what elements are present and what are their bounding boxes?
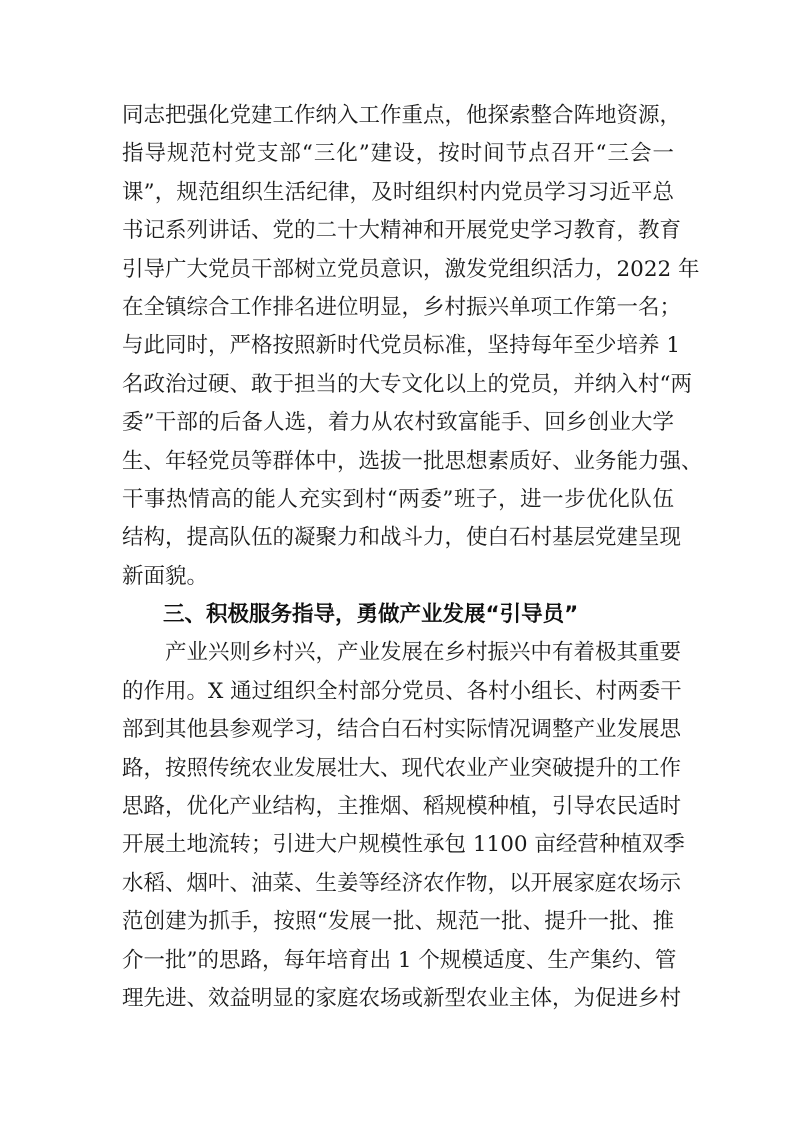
- paragraph-line: 与此同时，严格按照新时代党员标准，坚持每年至少培养 1: [122, 333, 681, 359]
- paragraph-line: 新面貌。: [122, 563, 209, 589]
- paragraph-line: 干事热情高的能人充实到村“两委”班子，进一步优化队伍: [122, 486, 674, 512]
- paragraph-line: 范创建为抓手，按照“发展一批、规范一批、提升一批、推: [122, 909, 674, 935]
- paragraph-line: 名政治过硬、敢于担当的大专文化以上的党员，并纳入村“两: [122, 371, 692, 397]
- paragraph-line: 在全镇综合工作排名进位明显，乡村振兴单项工作第一名；: [122, 294, 682, 320]
- paragraph-line: 水稻、烟叶、油菜、生姜等经济农作物，以开展家庭农场示: [122, 870, 682, 896]
- paragraph-line: 委”干部的后备人选，着力从农村致富能手、回乡创业大学: [122, 410, 674, 436]
- paragraph-line: 同志把强化党建工作纳入工作重点，他探索整合阵地资源，: [122, 103, 682, 128]
- paragraph-line: 生、年轻党员等群体中，选拔一批思想素质好、业务能力强、: [122, 448, 703, 474]
- paragraph-line: 课”，规范组织生活纪律，及时组织村内党员学习习近平总: [122, 179, 674, 205]
- paragraph-line: 路，按照传统农业发展壮大、现代农业产业突破提升的工作: [122, 755, 682, 781]
- paragraph-line: 思路，优化产业结构，主推烟、稻规模种植，引导农民适时: [122, 794, 682, 820]
- paragraph-line: 部到其他县参观学习，结合白石村实际情况调整产业发展思: [122, 717, 682, 743]
- section-heading: 三、积极服务指导，勇做产业发展“引导员”: [163, 602, 579, 628]
- paragraph-line: 引导广大党员干部树立党员意识，激发党组织活力，2022 年: [122, 256, 700, 282]
- paragraph-line: 介一批”的思路，每年培育出 1 个规模适度、生产集约、管: [122, 947, 677, 973]
- paragraph-line: 产业兴则乡村兴，产业发展在乡村振兴中有着极其重要: [165, 640, 682, 666]
- paragraph-line: 指导规范村党支部“三化”建设，按时间节点召开“三会一: [122, 141, 674, 167]
- paragraph-line: 书记系列讲话、党的二十大精神和开展党史学习教育，教育: [122, 218, 682, 244]
- paragraph-line: 开展土地流转；引进大户规模性承包 1100 亩经营种植双季: [122, 832, 685, 858]
- paragraph-line: 结构，提高队伍的凝聚力和战斗力，使白石村基层党建呈现: [122, 525, 682, 551]
- paragraph-line: 理先进、效益明显的家庭农场或新型农业主体，为促进乡村: [122, 985, 682, 1011]
- paragraph-line: 的作用。X 通过组织全村部分党员、各村小组长、村两委干: [122, 678, 682, 704]
- document-body: [122, 97, 703, 1018]
